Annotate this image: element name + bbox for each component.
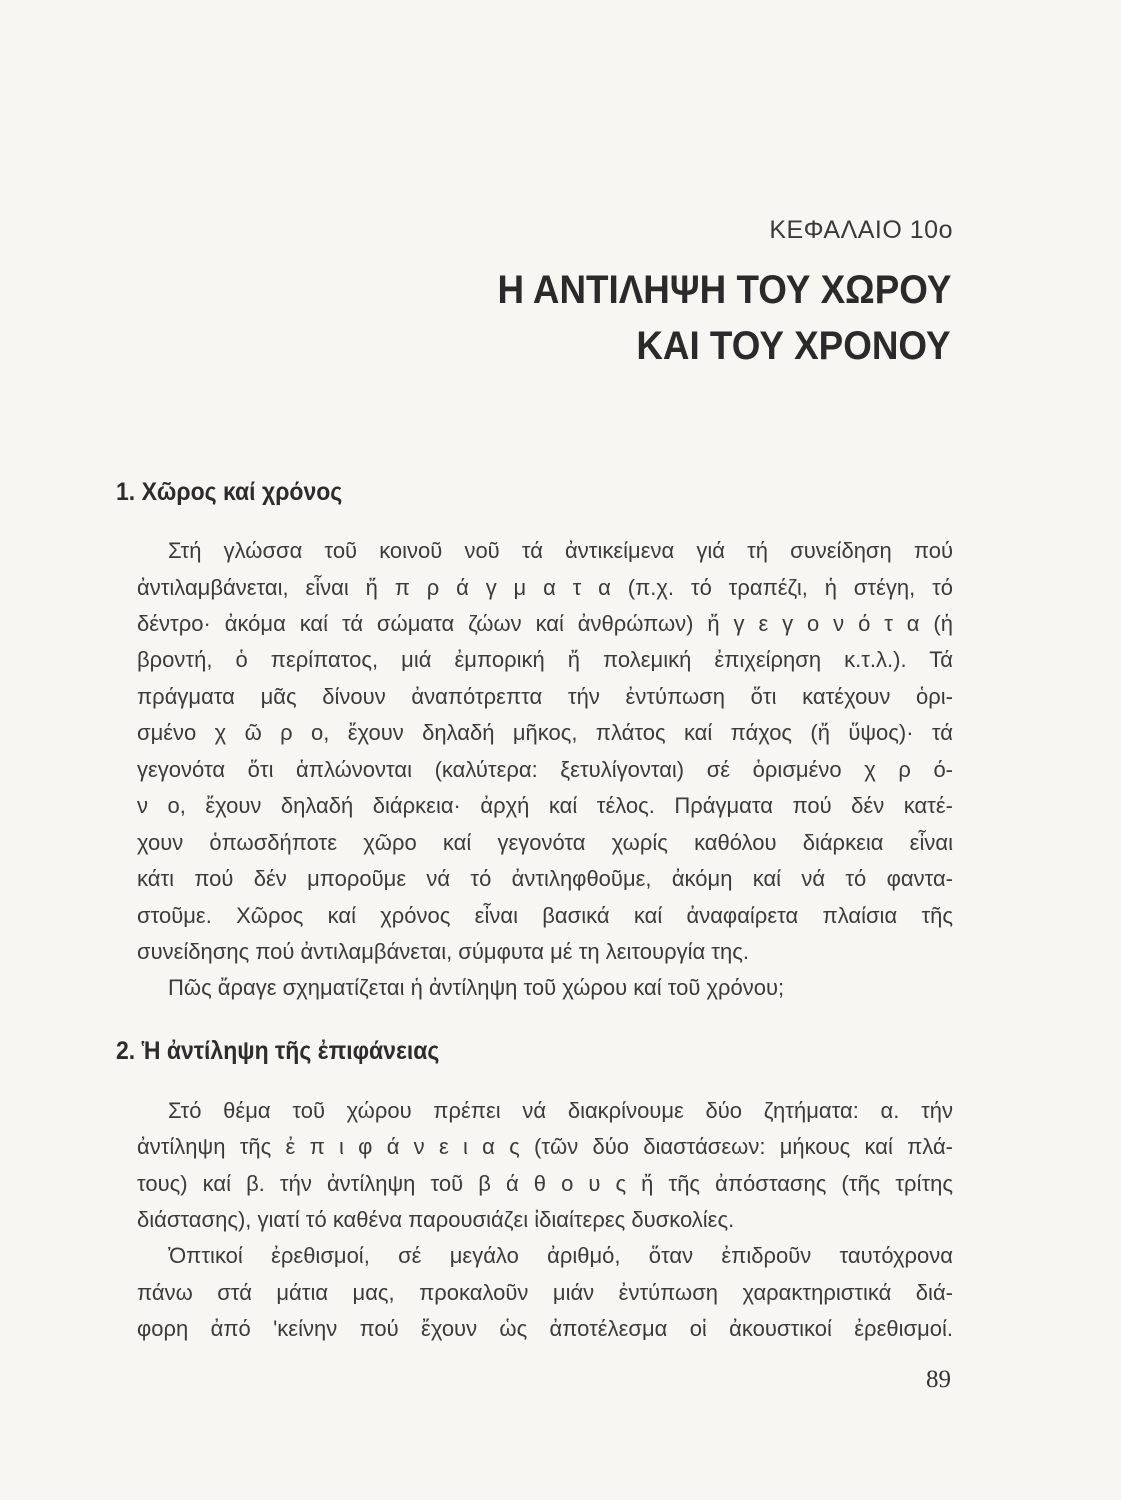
text-line: χουν ὁπωσδήποτε χῶρο καί γεγονότα χωρίς καθόλου διάρκεια εἶναι <box>137 830 953 855</box>
text-line: πάνω στά μάτια μας, προκαλοῦν μιάν ἐντύπωση χαρακτηριστικά διά- <box>137 1280 953 1305</box>
text-line: Στό θέμα τοῦ χώρου πρέπει νά διακρίνουμε δύο ζητήματα: α. τήν <box>168 1098 953 1123</box>
text-line: ν ο, ἔχουν δηλαδή διάρκεια· ἀρχή καί τέλος. Πράγματα πού δέν κατέ- <box>137 793 953 818</box>
chapter-label: ΚΕΦΑΛΑΙΟ 10ο <box>769 216 953 244</box>
text-line: φορη ἀπό 'κείνην πού ἔχουν ὡς ἀποτέλεσμα οἱ ἀκουστικοί ἐρεθισμοί. <box>137 1316 953 1341</box>
text-line: δέντρο· ἀκόμα καί τά σώματα ζώων καί ἀνθρώπων) ἤ γ ε γ ο ν ό τ α (ἡ <box>137 611 953 636</box>
text-line: σμένο χ ῶ ρ ο, ἔχουν δηλαδή μῆκος, πλάτος καί πάχος (ἤ ὕψος)· τά <box>137 720 953 745</box>
text-line: τους) καί β. τήν ἀντίληψη τοῦ β ά θ ο υ ς ἤ τῆς ἀπόστασης (τῆς τρίτης <box>137 1171 953 1196</box>
text-line: στοῦμε. Χῶρος καί χρόνος εἶναι βασικά καί ἀναφαίρετα πλαίσια τῆς <box>137 903 953 928</box>
text-line: βροντή, ὁ περίπατος, μιά ἐμπορική ἤ πολεμική ἐπιχείρηση κ.τ.λ.). Τά <box>137 647 953 672</box>
text-line: Πῶς ἄραγε σχηματίζεται ἡ ἀντίληψη τοῦ χώρου καί τοῦ χρόνου; <box>168 975 785 1000</box>
text-line: διάστασης), γιατί τό καθένα παρουσιάζει ἰδιαίτερες δυσκολίες. <box>137 1207 735 1232</box>
section-heading-1: 1. Χῶρος καί χρόνος <box>116 478 343 506</box>
text-line: Στή γλώσσα τοῦ κοινοῦ νοῦ τά ἀντικείμενα γιά τή συνείδηση πού <box>168 538 953 563</box>
text-line: γεγονότα ὅτι ἁπλώνονται (καλύτερα: ξετυλίγονται) σέ ὁρισμένο χ ρ ό- <box>137 757 953 782</box>
text-line: συνείδησης πού ἀντιλαμβάνεται, σύμφυτα μέ τη λειτουργία της. <box>137 939 749 964</box>
page-number: 89 <box>926 1366 951 1393</box>
text-line: ἀντιλαμβάνεται, εἶναι ἤ π ρ ά γ μ α τ α (π.χ. τό τραπέζι, ἡ στέγη, τό <box>137 575 953 600</box>
text-line: πράγματα μᾶς δίνουν ἀναπότρεπτα τήν ἐντύπωση ὅτι κατέχουν ὁρι- <box>137 684 953 709</box>
chapter-title-line-1: Η ΑΝΤΙΛΗΨΗ ΤΟΥ ΧΩΡΟΥ <box>497 268 951 312</box>
text-line: ἀντίληψη τῆς ἐ π ι φ ά ν ε ι α ς (τῶν δύο διαστάσεων: μήκους καί πλά- <box>137 1134 953 1159</box>
chapter-title-line-2: ΚΑΙ ΤΟΥ ΧΡΟΝΟΥ <box>636 324 951 368</box>
section-heading-2: 2. Ἡ ἀντίληψη τῆς ἐπιφάνειας <box>116 1037 440 1065</box>
text-line: κάτι πού δέν μποροῦμε νά τό ἀντιληφθοῦμε, ἀκόμη καί νά τό φαντα- <box>137 866 953 891</box>
text-line: Ὀπτικοί ἐρεθισμοί, σέ μεγάλο ἀριθμό, ὅταν ἐπιδροῦν ταυτόχρονα <box>168 1243 953 1268</box>
